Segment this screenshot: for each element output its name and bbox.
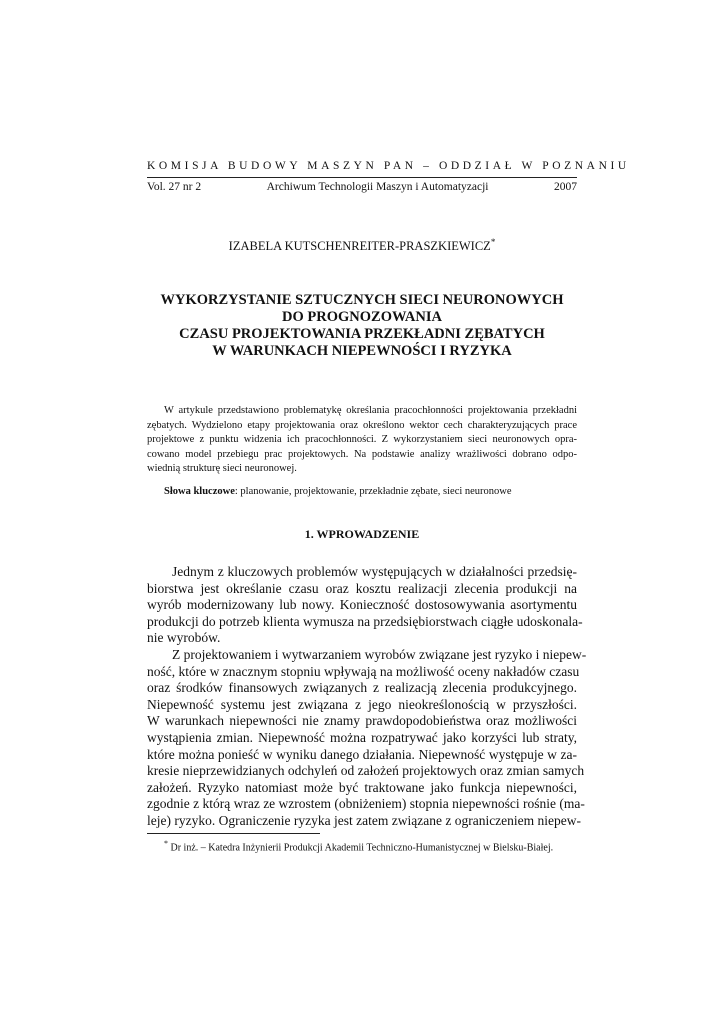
abstract-line: cowano model przebiegu prac projektowych. Na podstawie analizy wrażliwości dobrano odpo- (147, 448, 577, 460)
body-text (147, 564, 587, 830)
keywords-text: : planowanie, projektowanie, przekładnie zębate, sieci neuronowe (234, 486, 512, 497)
body-line: ność, które w znacznym stopniu wpływają na możliwość oceny nakładów czasu (147, 663, 580, 679)
title-line: CZASU PROJEKTOWANIA PRZEKŁADNI ZĘBATYCH (179, 326, 545, 342)
body-line: wystąpienia zmian. Niepewność można rozpatrywać jako korzyści lub straty, (147, 729, 577, 745)
body-line: produkcji do potrzeb klienta wymusza na przedsiębiorstwach ciągłe udoskonala- (147, 613, 583, 629)
author-line (147, 237, 577, 254)
footnote-text: Dr inż. – Katedra Inżynierii Produkcji Akademii Techniczno-Humanistycznej w Bielsku-Białej. (168, 842, 554, 854)
body-line: nie wyrobów. (147, 630, 221, 646)
body-line: które można ponieść w wyniku danego działania. Niepewność występuje w za- (147, 746, 577, 762)
body-line: Niepewność systemu jest związana z jego nieokreślonością w przyszłości. (147, 696, 577, 712)
title-line: DO PROGNOZOWANIA (282, 309, 442, 325)
abstract-line: W artykule przedstawiono problematykę określania pracochłonności projektowania przekładni (164, 405, 577, 416)
journal-name: Archiwum Technologii Maszyn i Automatyzacji (266, 181, 489, 193)
abstract-line: projektowe z punktu widzenia ich pracochłonności. Z wykorzystaniem sieci neuronowych opra- (147, 434, 577, 446)
body-line: oraz środków finansowych związanych z realizacją zlecenia produkcyjnego. (147, 680, 577, 696)
body-line: Jednym z kluczowych problemów występujących w działalności przedsię- (172, 564, 577, 579)
journal-info-line (147, 181, 577, 193)
abstract-line: wiednią strukturę sieci neuronowej. (147, 463, 297, 475)
header-divider (147, 177, 577, 178)
keywords-label: Słowa kluczowe (164, 486, 235, 497)
author-footnote-mark: * (490, 237, 496, 247)
keywords-line (164, 486, 512, 497)
volume-label: Vol. 27 nr 2 (147, 181, 202, 193)
committee-header: KOMISJA BUDOWY MASZYN PAN – ODDZIAŁ W POZNANIU (147, 160, 630, 172)
body-line: zgodnie z którą wraz ze wzrostem (obniżeniem) stopnia niepewności rośnie (ma- (147, 796, 585, 812)
title-line: WYKORZYSTANIE SZTUCZNYCH SIECI NEURONOWYCH (160, 292, 564, 308)
title-line: W WARUNKACH NIEPEWNOŚCI I RYZYKA (212, 343, 512, 359)
body-line: kresie nieprzewidzianych odchyleń od założeń projektowych oraz zmian samych (147, 763, 585, 779)
body-line: założeń. Ryzyko natomiast może być traktowane jako funkcja niepewności, (147, 779, 577, 795)
article-title (147, 292, 577, 360)
author-name: IZABELA KUTSCHENREITER-PRASZKIEWICZ (228, 239, 491, 254)
footnote-mark: * (164, 839, 168, 848)
footnote-divider (147, 833, 320, 834)
body-line: W warunkach niepewności nie znamy prawdopodobieństwa oraz możliwości (147, 713, 577, 729)
body-line: leje) ryzyko. Ograniczenie ryzyka jest zatem związane z ograniczeniem niepew- (147, 812, 582, 828)
body-line: Z projektowaniem i wytwarzaniem wyrobów związane jest ryzyko i niepew- (172, 646, 587, 662)
body-line: wyrób modernizowany lub nowy. Konieczność dostosowywania asortymentu (147, 597, 577, 613)
abstract (147, 404, 577, 477)
section-heading: 1. WPROWADZENIE (304, 527, 420, 541)
footnote (164, 839, 553, 853)
body-line: biorstwa jest określanie czasu oraz kosztu realizacji zlecenia produkcji na (147, 580, 577, 596)
publication-year: 2007 (554, 181, 577, 193)
abstract-line: zębatych. Wydzielono etapy projektowania oraz określono wektor cech charakteryzujących prace (147, 419, 577, 431)
